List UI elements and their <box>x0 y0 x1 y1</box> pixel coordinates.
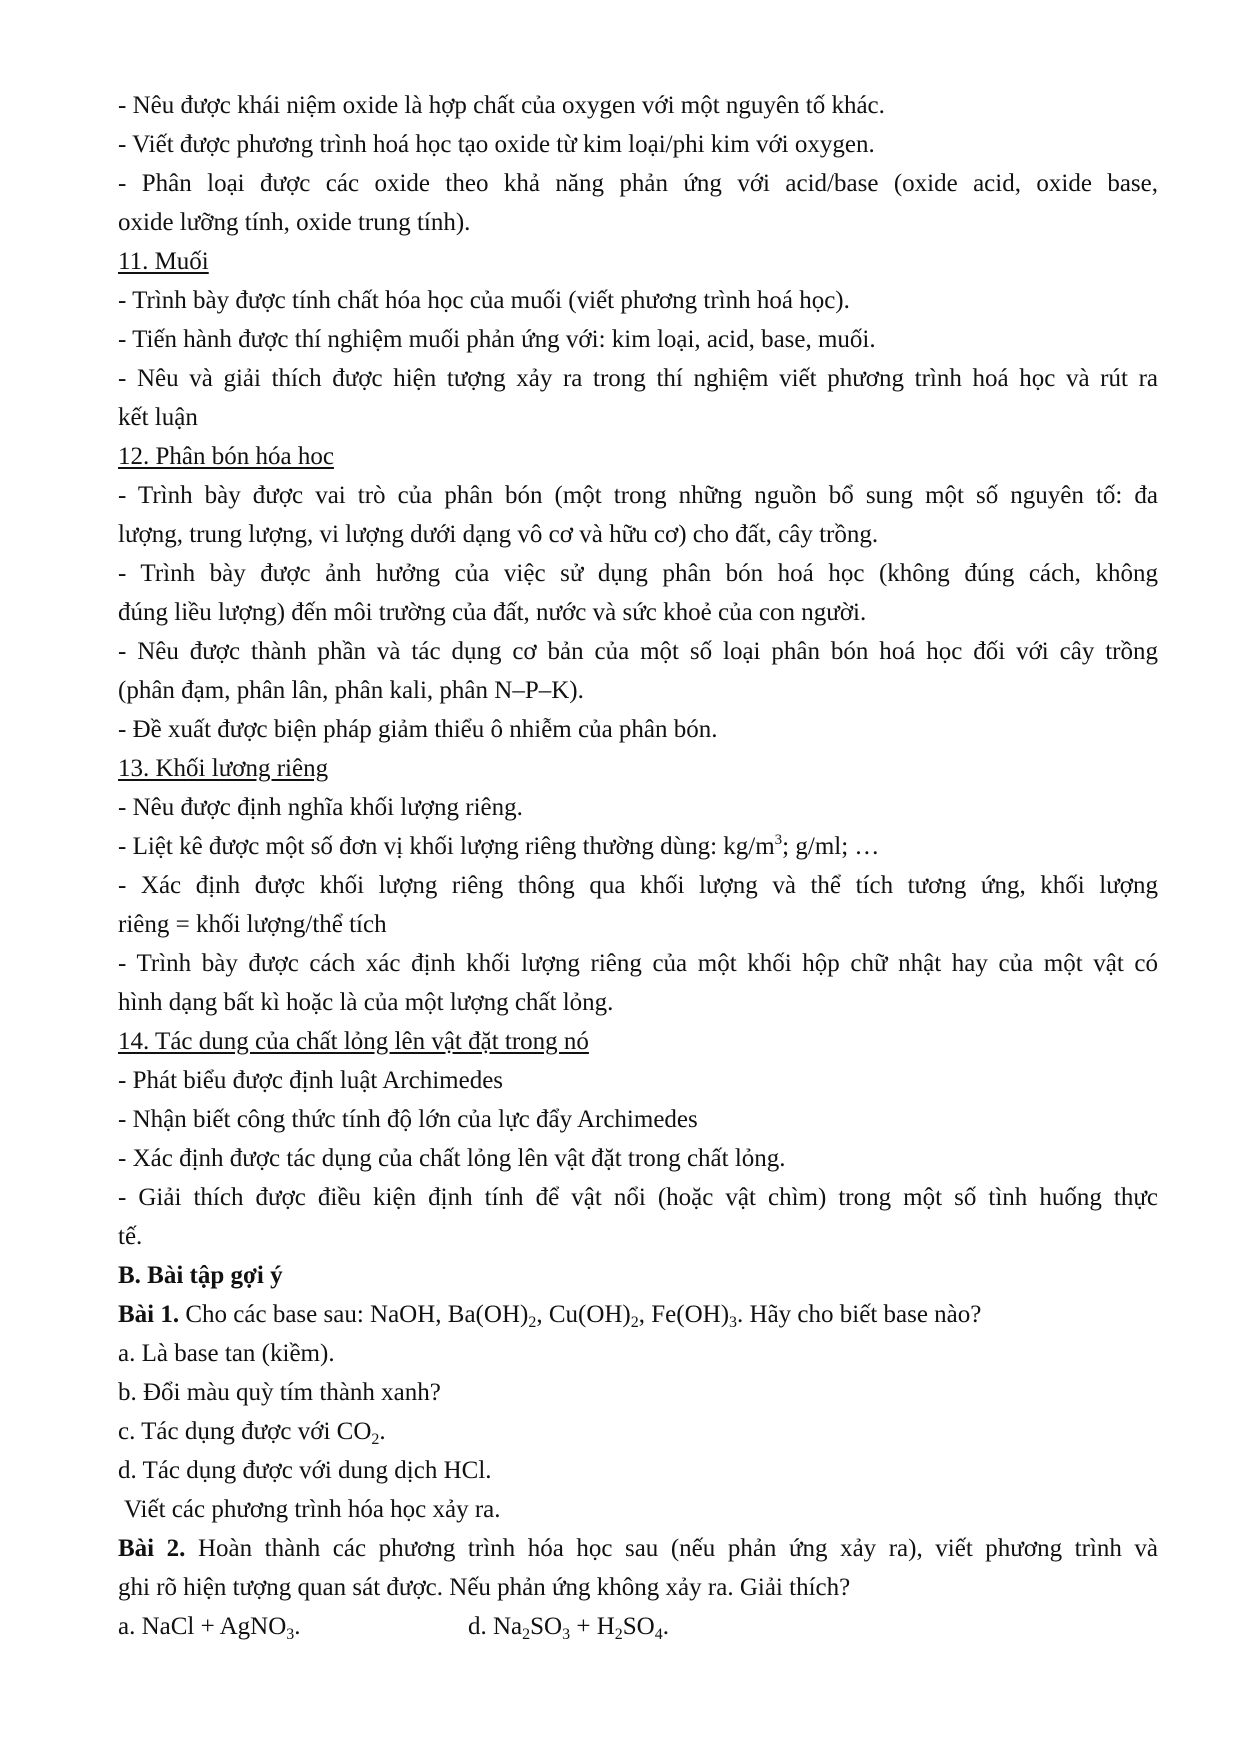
exercise-2-prompt-1 <box>118 1529 1158 1568</box>
section-b-heading: B. Bài tập gợi ý <box>118 1262 283 1289</box>
section-13-line-3b: riêng = khối lượng/thể tích <box>118 911 387 938</box>
section-11-heading: 11. Muối <box>118 248 209 275</box>
section-13-line-4a: - Trình bày được cách xác định khối lượng riêng của một khối hộp chữ nhật hay của một vật có <box>118 950 1158 977</box>
subscript: 3 <box>286 1626 295 1643</box>
exercise-2-item-d <box>468 1607 669 1646</box>
exercise-2-prompt-2: ghi rõ hiện tượng quan sát được. Nếu phản ứng không xảy ra. Giải thích? <box>118 1574 851 1601</box>
item-a-text: a. NaCl + AgNO <box>118 1613 287 1640</box>
section-12-line-3b: (phân đạm, phân lân, phân kali, phân N–P–K). <box>118 677 584 704</box>
section-14-heading: 14. Tác dung của chất lỏng lên vật đặt trong nó <box>118 1028 589 1055</box>
oxide-equation-line: - Viết được phương trình hoá học tạo oxide từ kim loại/phi kim với oxygen. <box>118 131 875 158</box>
section-14-line-4b: tế. <box>118 1223 143 1250</box>
item-d-part: + H <box>570 1613 615 1640</box>
subscript: 2 <box>528 1314 537 1331</box>
section-13-heading: 13. Khối lương riêng <box>118 755 329 782</box>
item-c-text: c. Tác dụng được với CO <box>118 1418 372 1445</box>
exercise-1-item-c <box>118 1412 1158 1451</box>
item-c-tail: . <box>379 1418 386 1445</box>
item-d-text: d. Na <box>468 1613 523 1640</box>
exercise-2-text-1: Hoàn thành các phương trình hóa học sau (nếu phản ứng xảy ra), viết phương trình và <box>185 1535 1158 1562</box>
oxide-concept-line: - Nêu được khái niệm oxide là hợp chất của oxygen với một nguyên tố khác. <box>118 92 885 119</box>
section-12-line-2b: đúng liều lượng) đến môi trường của đất, nước và sức khoẻ của con người. <box>118 599 867 626</box>
item-d-part: SO <box>530 1613 563 1640</box>
subscript: 3 <box>562 1626 571 1643</box>
section-14-line-2: - Nhận biết công thức tính độ lớn của lực đẩy Archimedes <box>118 1106 698 1133</box>
subscript: 2 <box>630 1314 639 1331</box>
exercise-1-item-a: a. Là base tan (kiềm). <box>118 1340 335 1367</box>
subscript: 4 <box>654 1626 663 1643</box>
section-12-line-1a: - Trình bày được vai trò của phân bón (một trong những nguồn bổ sung một số nguyên tố: đa <box>118 482 1158 509</box>
subscript: 2 <box>614 1626 623 1643</box>
exercise-1-instruction: Viết các phương trình hóa học xảy ra. <box>124 1496 501 1523</box>
section-13-line-2 <box>118 827 1158 866</box>
exercise-1-text-2: , Cu(OH) <box>536 1301 631 1328</box>
section-11-line-3b: kết luận <box>118 404 198 431</box>
section-12-line-1b: lượng, trung lượng, vi lượng dưới dạng vô cơ và hữu cơ) cho đất, cây trồng. <box>118 521 879 548</box>
exercise-2-items-row <box>118 1607 1158 1646</box>
item-d-tail: . <box>662 1613 669 1640</box>
cube-superscript: 3 <box>774 832 783 848</box>
subscript: 2 <box>522 1626 531 1643</box>
section-13-line-4b: hình dạng bất kì hoặc là của một lượng chất lỏng. <box>118 989 614 1016</box>
item-d-part: SO <box>622 1613 655 1640</box>
subscript: 3 <box>729 1314 738 1331</box>
section-12-line-4: - Đề xuất được biện pháp giảm thiểu ô nhiễm của phân bón. <box>118 716 718 743</box>
exercise-1-label: Bài 1. <box>118 1301 180 1328</box>
section-14-line-3: - Xác định được tác dụng của chất lỏng lên vật đặt trong chất lỏng. <box>118 1145 786 1172</box>
section-12-line-3a: - Nêu được thành phần và tác dụng cơ bản của một số loại phân bón hoá học đối với cây trồng <box>118 638 1158 665</box>
item-a-tail: . <box>294 1613 301 1640</box>
section-12-line-2a: - Trình bày được ảnh hưởng của việc sử dụng phân bón hoá học (không đúng cách, không <box>118 560 1158 587</box>
exercise-1-item-d: d. Tác dụng được với dung dịch HCl. <box>118 1457 492 1484</box>
section-14-line-4a: - Giải thích được điều kiện định tính để vật nổi (hoặc vật chìm) trong một số tình huống thực <box>118 1184 1158 1211</box>
section-13-line-1: - Nêu được định nghĩa khối lượng riêng. <box>118 794 523 821</box>
exercise-1-text-3: , Fe(OH) <box>638 1301 730 1328</box>
section-11-line-3a: - Nêu và giải thích được hiện tượng xảy ra trong thí nghiệm viết phương trình hoá học và rút ra <box>118 365 1158 392</box>
oxide-classify-line-2: oxide lưỡng tính, oxide trung tính). <box>118 209 471 236</box>
exercise-2-label: Bài 2. <box>118 1535 186 1562</box>
section-11-line-1: - Trình bày được tính chất hóa học của muối (viết phương trình hoá học). <box>118 287 850 314</box>
exercise-1-prompt <box>118 1295 1158 1334</box>
exercise-1-text-1: Cho các base sau: NaOH, Ba(OH) <box>179 1301 529 1328</box>
exercise-1-text-4: . Hãy cho biết base nào? <box>737 1301 982 1328</box>
units-text: - Liệt kê được một số đơn vị khối lượng riêng thường dùng: kg/m <box>118 833 775 860</box>
section-12-heading: 12. Phân bón hóa hoc <box>118 443 334 470</box>
units-text-tail: ; g/ml; … <box>782 833 880 860</box>
section-13-line-3a: - Xác định được khối lượng riêng thông qua khối lượng và thể tích tương ứng, khối lượng <box>118 872 1158 899</box>
exercise-1-item-b: b. Đổi màu quỳ tím thành xanh? <box>118 1379 441 1406</box>
section-11-line-2: - Tiến hành được thí nghiệm muối phản ứng với: kim loại, acid, base, muối. <box>118 326 876 353</box>
subscript: 2 <box>371 1431 380 1448</box>
oxide-classify-line-1: - Phân loại được các oxide theo khả năng phản ứng với acid/base (oxide acid, oxide base, <box>118 170 1158 197</box>
section-14-line-1: - Phát biểu được định luật Archimedes <box>118 1067 504 1094</box>
document-page <box>118 86 1158 1646</box>
exercise-2-item-a <box>118 1607 468 1646</box>
